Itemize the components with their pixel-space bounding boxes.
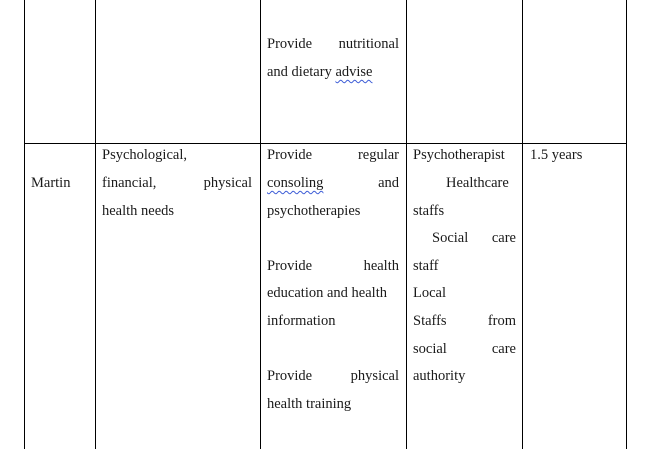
- professional-line: authority: [413, 368, 466, 384]
- professional-line: Social care: [432, 230, 516, 246]
- professional-line: Healthcare: [446, 175, 509, 191]
- spellcheck-word: advise: [335, 64, 373, 80]
- support-line: psychotherapies: [267, 203, 361, 219]
- row-divider: [24, 143, 627, 144]
- support-cell-line: Provide nutritional: [267, 36, 399, 52]
- column-divider: [95, 0, 96, 449]
- column-divider: [522, 0, 523, 449]
- professional-line: social care: [413, 341, 516, 357]
- table-border-left: [24, 0, 25, 449]
- support-line: Provide health: [267, 258, 399, 274]
- support-line: Provide physical: [267, 368, 399, 384]
- professional-line: Staffs from: [413, 313, 516, 329]
- column-divider: [406, 0, 407, 449]
- support-line: health training: [267, 396, 352, 412]
- support-line: information: [267, 313, 336, 329]
- duration: 1.5 years: [530, 147, 583, 163]
- support-line: consoling and: [267, 175, 399, 191]
- support-cell-line: and dietary advise: [267, 64, 373, 80]
- client-name: Martin: [31, 175, 71, 191]
- professional-line: Psychotherapist: [413, 147, 505, 163]
- professional-line: staffs: [413, 203, 445, 219]
- support-line: Provide regular: [267, 147, 399, 163]
- table-border-right: [626, 0, 627, 449]
- professional-line: Local: [413, 285, 447, 301]
- support-line: education and health: [267, 285, 387, 301]
- column-divider: [260, 0, 261, 449]
- needs-line: Psychological,: [102, 147, 187, 163]
- spellcheck-word: consoling: [267, 175, 324, 191]
- professional-line: staff: [413, 258, 439, 274]
- needs-line: financial, physical: [102, 175, 252, 191]
- needs-line: health needs: [102, 203, 175, 219]
